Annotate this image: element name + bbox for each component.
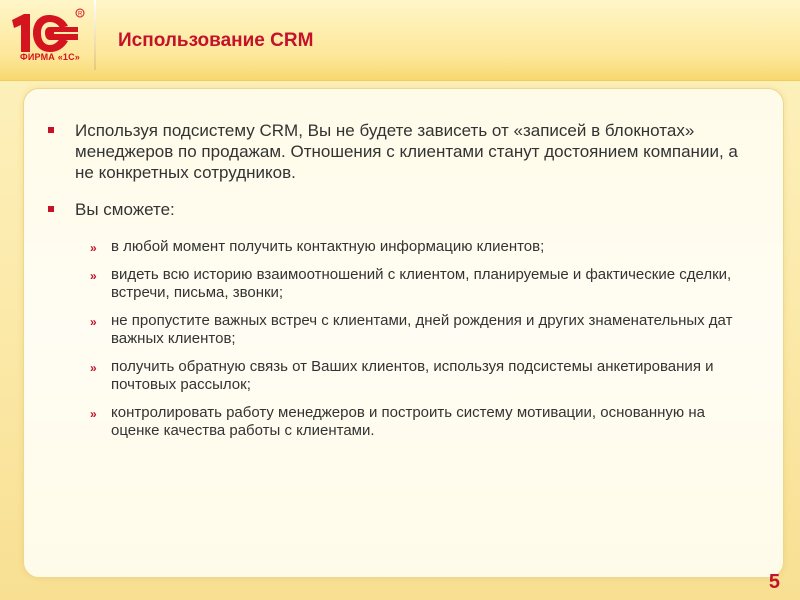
sub-list-item [90, 266, 748, 302]
chevron-bullet-icon: » [90, 315, 97, 329]
sub-list [48, 238, 748, 440]
header-divider [94, 0, 96, 70]
page-number: 5 [768, 571, 780, 593]
sub-list-item [90, 238, 748, 256]
list-item [48, 199, 748, 220]
square-bullet-icon [48, 127, 54, 133]
sub-list-item-text: видеть всю историю взаимоотношений с клиентом, планируемые и фактические сделки, встречи, письма, звонки; [111, 266, 732, 301]
list-item [48, 120, 748, 183]
logo-caption: ФИРМА «1С» [19, 52, 81, 62]
content-area [48, 120, 748, 450]
sub-list-item [90, 404, 748, 440]
page-title: Использование CRM [118, 30, 314, 51]
sub-list-item-text: не пропустите важных встреч с клиентами, дней рождения и других знаменательных дат важных клиентов; [111, 312, 733, 347]
list-item-text: Используя подсистему CRM, Вы не будете зависеть от «записей в блокнотах» менеджеров по продажам. Отношения с клиентами станут достоянием компании, а не конкретных сотрудников. [75, 121, 738, 182]
svg-text:R: R [78, 11, 83, 18]
sub-list-item-text: в любой момент получить контактную информацию клиентов; [111, 238, 545, 255]
sub-list-item-text: получить обратную связь от Ваших клиентов, используя подсистемы анкетирования и почтовых рассылок; [111, 358, 714, 393]
square-bullet-icon [48, 206, 54, 212]
chevron-bullet-icon: » [90, 407, 97, 421]
sub-list-item [90, 358, 748, 394]
sub-list-item [90, 312, 748, 348]
header-bar [0, 0, 800, 81]
chevron-bullet-icon: » [90, 361, 97, 375]
sub-list-item-text: контролировать работу менеджеров и построить систему мотивации, основанную на оценке качества работы с клиентами. [111, 404, 705, 439]
chevron-bullet-icon: » [90, 269, 97, 283]
chevron-bullet-icon: » [90, 241, 97, 255]
list-item-text: Вы сможете: [75, 200, 175, 219]
